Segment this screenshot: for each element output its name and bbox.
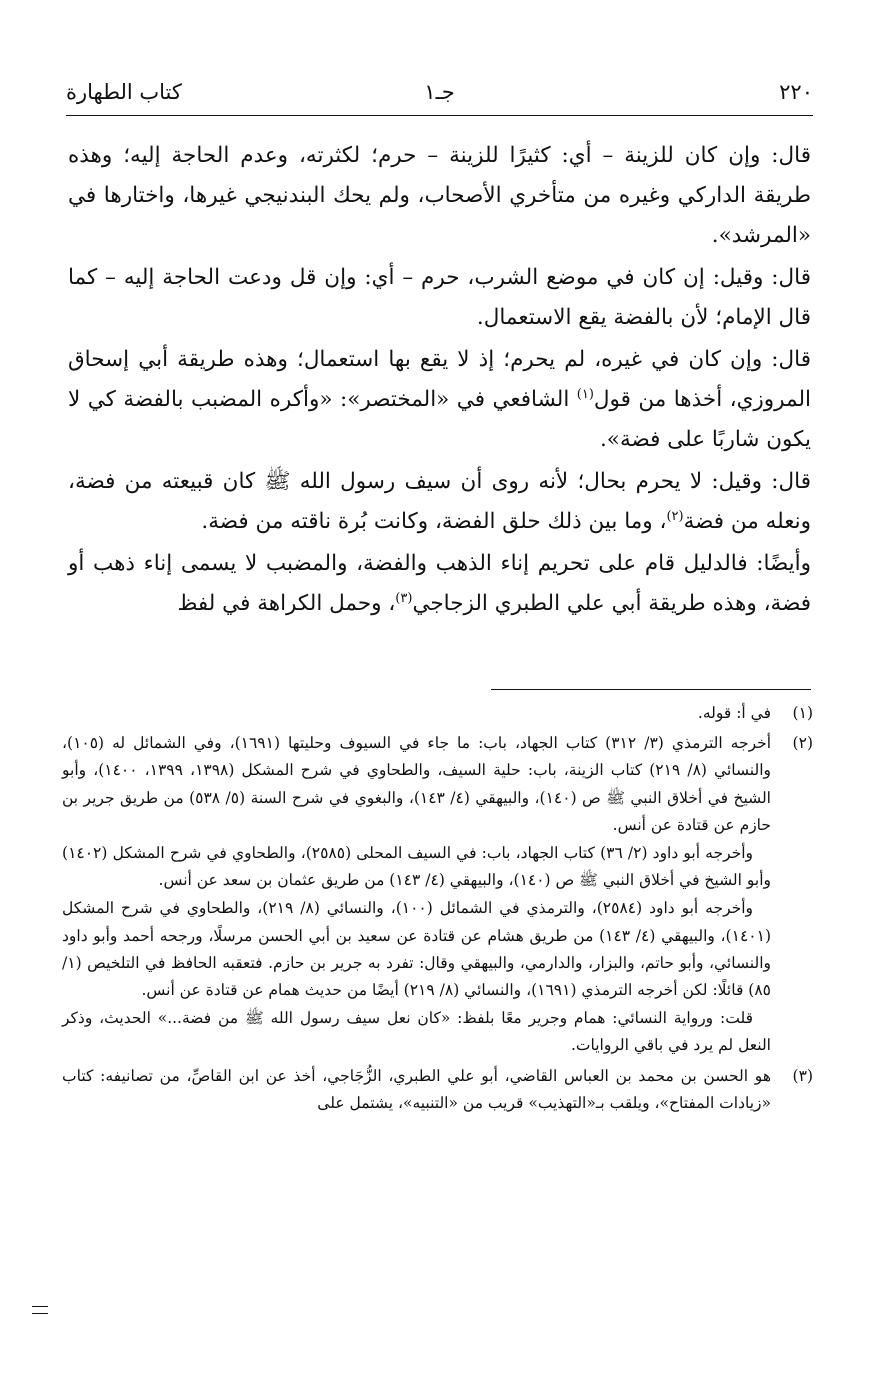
page-header bbox=[66, 76, 813, 112]
paragraph-4 bbox=[68, 462, 811, 542]
footnotes bbox=[62, 700, 813, 1120]
footnote-2-para-1: أخرجه الترمذي (٣/ ٣١٢) كتاب الجهاد، باب: ما جاء في السيوف وحليتها (١٦٩١)، وفي الشمائل له (١٠٥)، والنسائي (٨/ ٢١٩) كتاب الزينة، باب: حلية السيف، والطحاوي في شرح المشكل (١٣٩٨، ١٣٩٩، ١٤٠٠)، وأبو الشيخ في أخلاق النبي ﷺ ص (١٤٠)، والبيهقي (٤/ ١٤٣)، والبغوي في شرح السنة (٥/ ٥٣٨) من طريق جرير بن حازم عن قتادة عن أنس. bbox=[62, 734, 772, 834]
paragraph-3-text-b: الشافعي في «المختصر»: «وأكره المضبب بالفضة كي لا يكون شاربًا على فضة». bbox=[68, 387, 811, 452]
footnote-2-para-3: وأخرجه أبو داود (٢٥٨٤)، والترمذي في الشمائل (١٠٠)، والنسائي (٨/ ٢١٩)، والطحاوي في شرح المشكل (١٤٠١)، والبيهقي (٤/ ١٤٣) من طريق هشام عن قتادة عن سعيد بن أبي الحسن مرسلًا، ورجحه أحمد وأبو داود والنسائي، وأبو حاتم، والبزار، والدارمي، والبيهقي وقال: تفرد به جرير بن حازم. فتعقبه الحافظ في التلخيص (١/ ٨٥) قائلًا: لكن أخرجه الترمذي (١٦٩١)، والنسائي (٨/ ٢١٩) أيضًا من حديث همام عن قتادة عن أنس. bbox=[62, 899, 771, 1000]
paragraph-5-text-a: وأيضًا: فالدليل قام على تحريم إناء الذهب والفضة، والمضبب لا يسمى إناء ذهب أو فضة، وهذه طريقة أبي علي الطبري الزجاجي bbox=[68, 551, 811, 616]
footnote-2-para-4: قلت: ورواية النسائي: همام وجرير معًا بلفظ: «كان نعل سيف رسول الله ﷺ من فضة...» الحديث، وذكر النعل لم يرد في باقي الروايات. bbox=[62, 1009, 771, 1055]
paragraph-1: قال: وإن كان للزينة – أي: كثيرًا للزينة – حرم؛ لكثرته، وعدم الحاجة إليه؛ وهذه طريقة الداركي وغيره من متأخري الأصحاب، ولم يحك البندنيجي غيرها، واختارها في «المرشد». bbox=[68, 143, 811, 248]
continuation-mark bbox=[32, 1306, 48, 1314]
footnote-1-number: (١) bbox=[792, 704, 813, 722]
header-rule bbox=[66, 115, 813, 116]
footnote-ref-1: (١) bbox=[576, 386, 594, 402]
footnote-ref-3: (٣) bbox=[395, 590, 413, 606]
paragraph-4-text-b: ، وما بين ذلك حلق الفضة، وكانت بُرة ناقته من فضة. bbox=[201, 509, 667, 534]
footnote-2 bbox=[62, 730, 813, 1060]
footnote-2-number: (٢) bbox=[792, 734, 813, 753]
paragraph-3-text-a: قال: وإن كان في غيره، لم يحرم؛ إذ لا يقع بها استعمال؛ وهذه طريقة أبي إسحاق المروزي، أخذها من قول bbox=[68, 347, 811, 412]
footnote-2-para-2: وأخرجه أبو داود (٢/ ٣٦) كتاب الجهاد، باب: في السيف المحلى (٢٥٨٥)، والطحاوي في شرح المشكل (١٤٠٢) وأبو الشيخ في أخلاق النبي ﷺ ص (١٤٠)، والبيهقي (٤/ ١٤٣) من طريق عثمان بن سعد عن أنس. bbox=[62, 844, 771, 890]
footnote-separator bbox=[491, 689, 811, 690]
volume-label: جـ١ bbox=[424, 80, 455, 104]
paragraph-2: قال: وقيل: إن كان في موضع الشرب، حرم – أي: وإن قل ودعت الحاجة إليه – كما قال الإمام؛ لأن بالفضة يقع الاستعمال. bbox=[68, 265, 811, 330]
main-text bbox=[68, 136, 811, 626]
book-title: كتاب الطهارة bbox=[66, 80, 182, 104]
paragraph-3 bbox=[68, 340, 811, 460]
footnote-1 bbox=[62, 700, 813, 728]
paragraph-5 bbox=[68, 544, 811, 624]
paragraph-4-text-a: قال: وقيل: لا يحرم بحال؛ لأنه روى أن سيف رسول الله ﷺ كان قبيعته من فضة، ونعله من فضة bbox=[68, 469, 811, 534]
paragraph-5-text-b: ، وحمل الكراهة في لفظ bbox=[177, 591, 396, 616]
footnote-ref-2: (٢) bbox=[666, 508, 684, 524]
footnote-3-number: (٣) bbox=[792, 1066, 813, 1085]
footnote-3-text: هو الحسن بن محمد بن العباس القاضي، أبو علي الطبري، الزُّجَاجي، أخذ عن ابن القاصِّ، من تصانيفه: كتاب «زيادات المفتاح»، ويلقب بـ«التهذيب» قريب من «التنبيه»، يشتمل على bbox=[62, 1066, 771, 1112]
footnote-3 bbox=[62, 1063, 813, 1118]
page-number: ٢٢٠ bbox=[779, 80, 813, 104]
footnote-1-text: في أ: قوله. bbox=[697, 704, 771, 722]
